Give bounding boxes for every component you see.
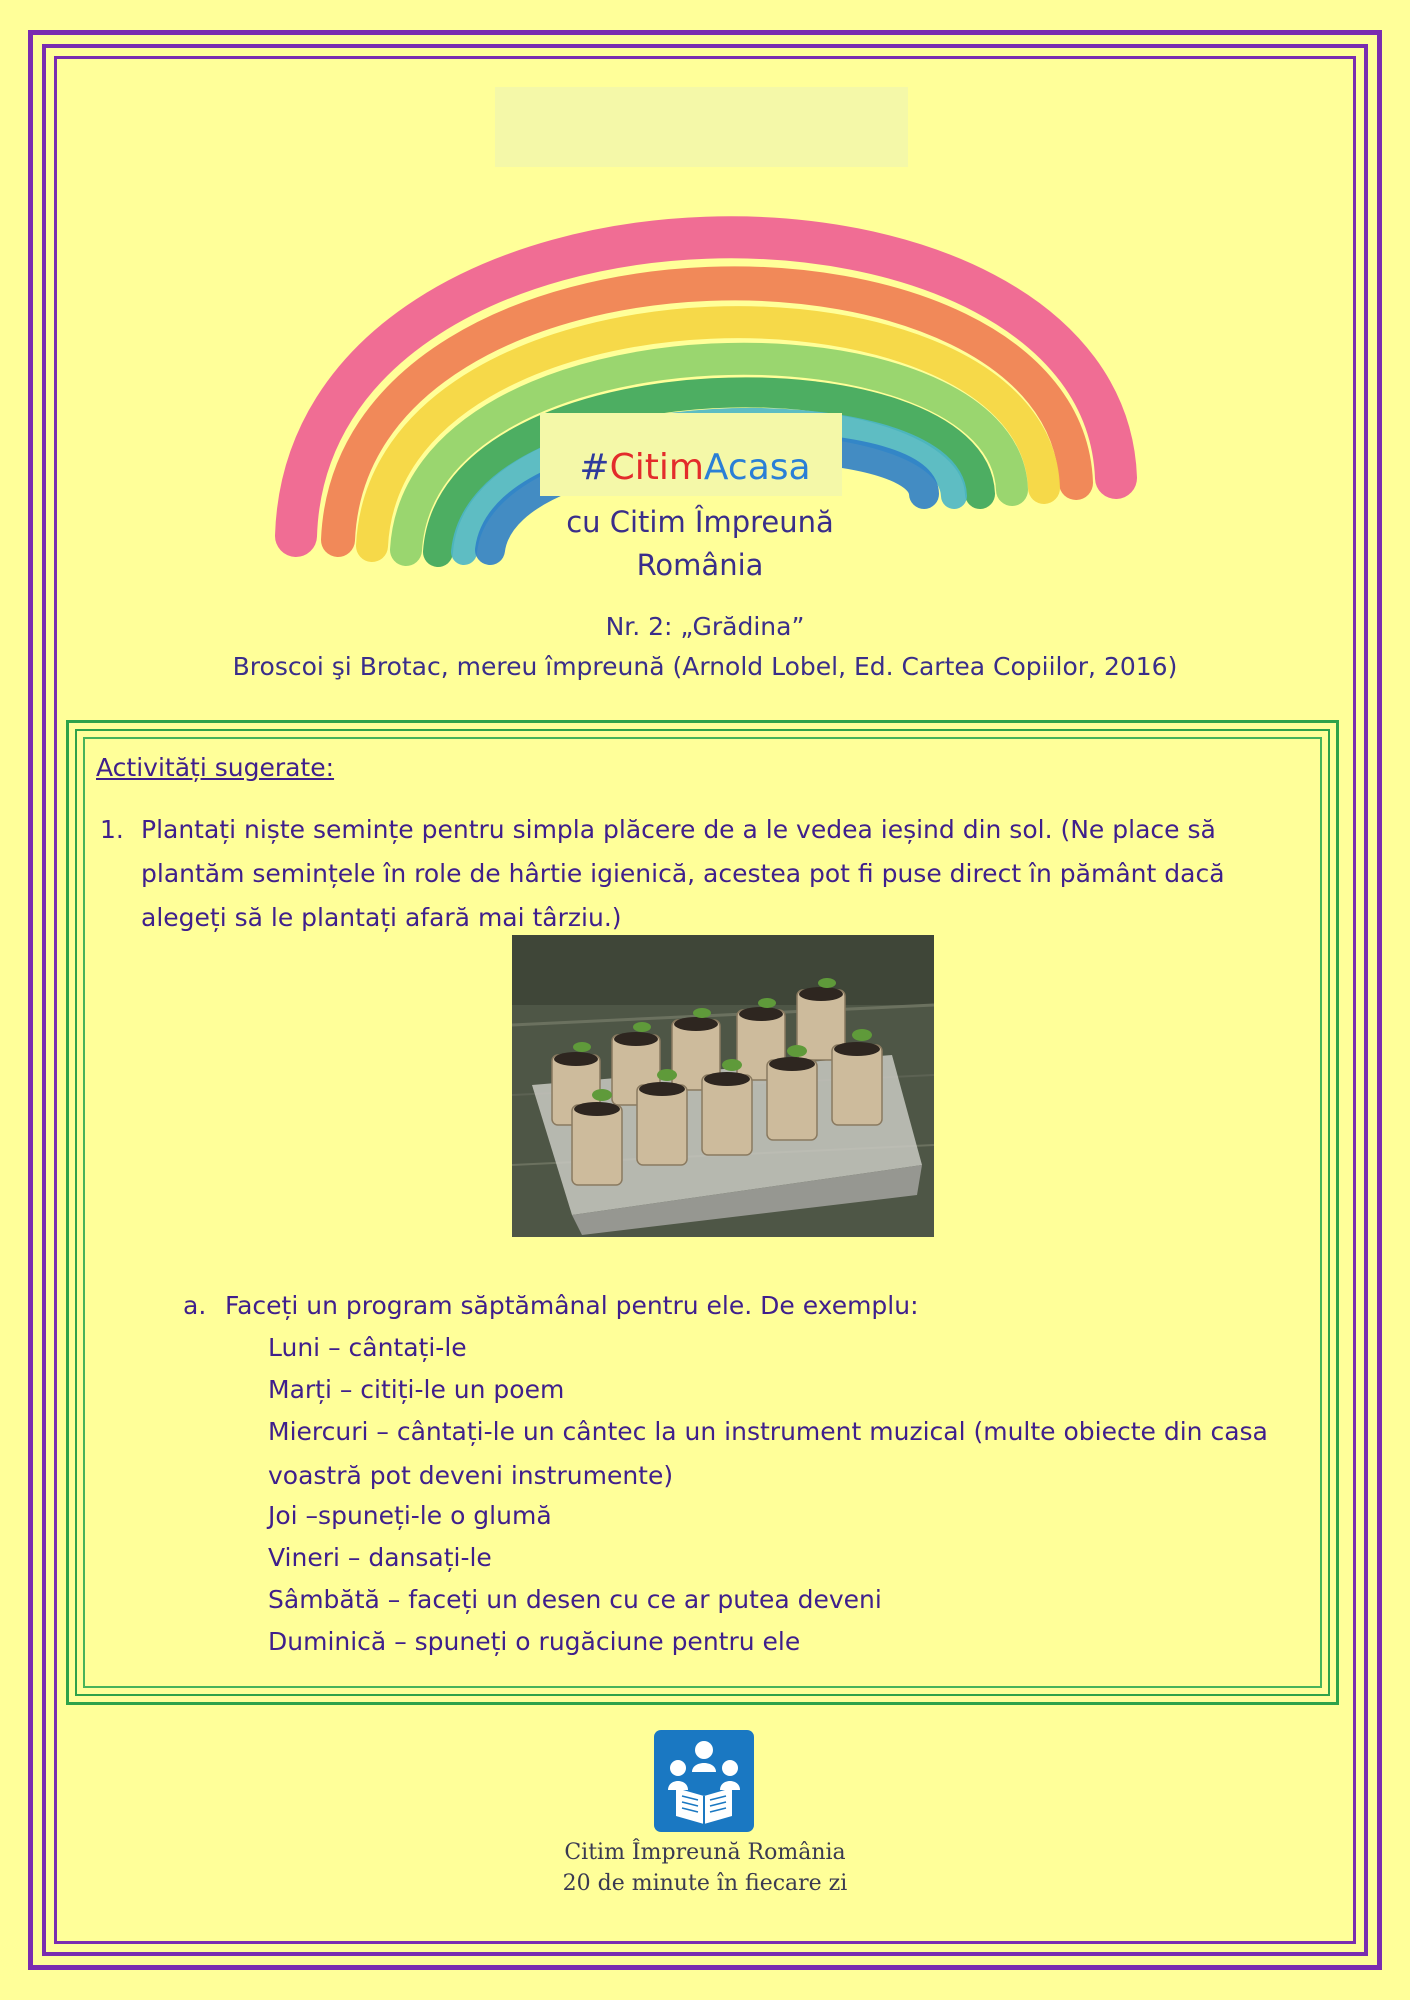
footer-motto: 20 de minute în fiecare zi: [562, 1871, 848, 1896]
sub-item-letter: a.: [183, 1291, 207, 1320]
sub-item-text: Faceți un program săptămânal pentru ele. De exemplu:: [225, 1291, 919, 1320]
schedule-monday: Luni – cântați-le: [268, 1333, 467, 1362]
item1-text: Plantați niște semințe pentru simpla plăcere de a le vedea ieșind din sol. (Ne place să plantăm semințele în role de hârtie igienică, acestea pot fi puse direct în pământ dacă alegeți să le plantați afară mai târziu.): [141, 815, 1225, 932]
top-blank-box: [495, 87, 908, 167]
reading-together-logo-icon: [654, 1730, 754, 1832]
item1-number: 1.: [100, 815, 124, 844]
seedlings-photo: [512, 935, 934, 1237]
issue-number: Nr. 2: „Grădina”: [605, 612, 805, 641]
schedule-friday: Vineri – dansați-le: [268, 1543, 492, 1572]
schedule-saturday: Sâmbătă – faceți un desen cu ce ar putea deveni: [268, 1585, 882, 1614]
footer-org: Citim Împreună România: [564, 1840, 846, 1865]
schedule-tuesday: Marți – citiți-le un poem: [268, 1375, 565, 1404]
schedule-wednesday: Miercuri – cântați-le un cântec la un instrument muzical (multe obiecte din casa voastră pot deveni instrumente): [268, 1417, 1268, 1490]
schedule-sunday: Duminică – spuneți o rugăciune pentru ele: [268, 1627, 801, 1656]
schedule-thursday: Joi –spuneți-le o glumă: [268, 1501, 552, 1530]
book-title: Broscoi şi Brotac, mereu împreună (Arnold Lobel, Ed. Cartea Copiilor, 2016): [232, 652, 1178, 681]
hashtag-title: #CitimAcasa: [579, 447, 811, 488]
subtitle-line2: România: [636, 548, 764, 582]
subtitle-line1: cu Citim Împreună: [566, 505, 834, 539]
activities-heading: Activități sugerate:: [96, 753, 335, 782]
